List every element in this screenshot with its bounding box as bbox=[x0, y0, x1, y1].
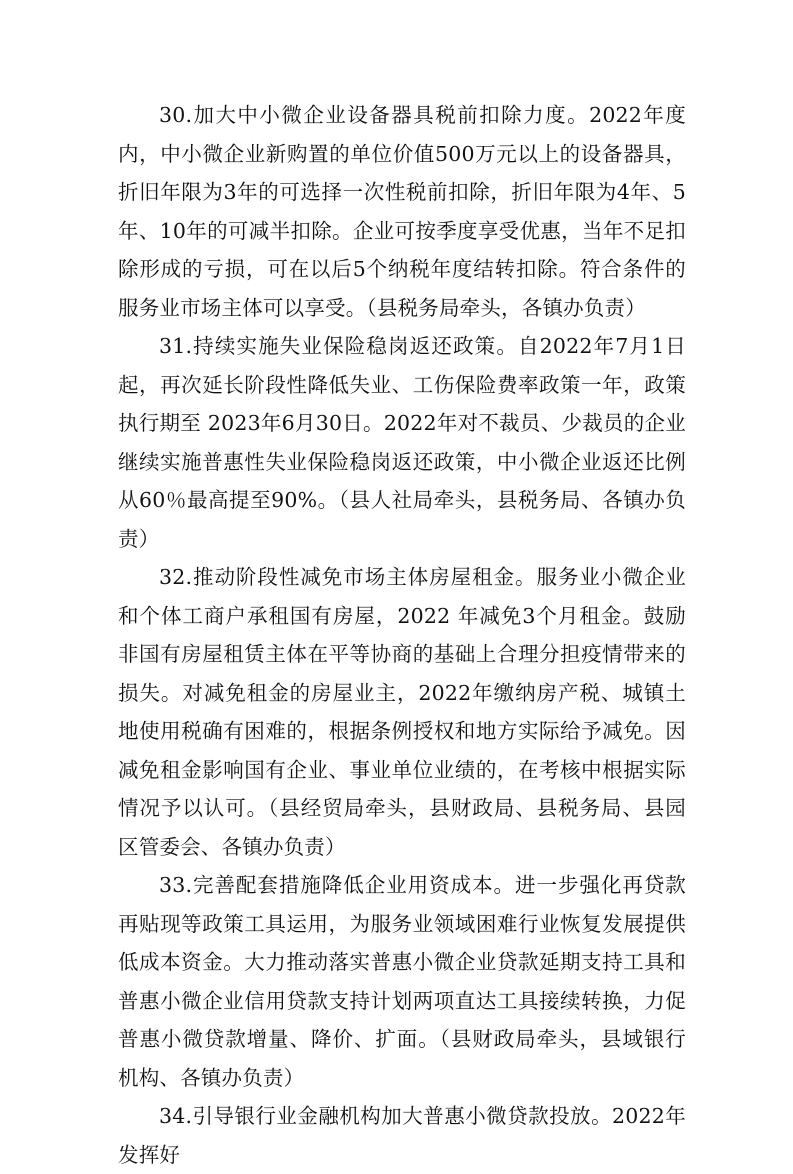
paragraph-33: 33.完善配套措施降低企业用资成本。进一步强化再贷款再贴现等政策工具运用，为服务业领域困难行业恢复发展提供低成本资金。大力推动落实普惠小微企业贷款延期支持工具和普惠小微企业信用贷款支持计划两项直达工具接续转换，力促普惠小微贷款增量、降价、扩面。（县财政局牵头，县域银行机构、各镇办负责） bbox=[118, 873, 686, 1090]
paragraph-30: 30.加大中小微企业设备器具税前扣除力度。2022年度内，中小微企业新购置的单位价值500万元以上的设备器具，折旧年限为3年的可选择一次性税前扣除，折旧年限为4年、5 年、10年的可减半扣除。企业可按季度享受优惠，当年不足扣除形成的亏损，可在以后5个纳税年度结转扣除。符合条件的服务业市场主体可以享受。（县税务局牵头，各镇办负责） bbox=[118, 103, 686, 320]
document-body bbox=[118, 96, 686, 1174]
paragraph-31: 31.持续实施失业保险稳岗返还政策。自2022年7月1日起，再次延长阶段性降低失业、工伤保险费率政策一年，政策执行期至 2023年6月30日。2022年对不裁员、少裁员的企业继续实施普惠性失业保险稳岗返还政策，中小微企业返还比例从60％最高提至90%。（县人社局牵头，县税务局、各镇办负责） bbox=[118, 334, 686, 551]
paragraph-34: 34.引导银行业金融机构加大普惠小微贷款投放。2022年发挥好 bbox=[118, 1104, 686, 1167]
paragraph-32: 32.推动阶段性减免市场主体房屋租金。服务业小微企业和个体工商户承租国有房屋，2022 年减免3个月租金。鼓励非国有房屋租赁主体在平等协商的基础上合理分担疫情带来的损失。对减免租金的房屋业主，2022年缴纳房产税、城镇土地使用税确有困难的，根据条例授权和地方实际给予减免。因减免租金影响国有企业、事业单位业绩的，在考核中根据实际情况予以认可。（县经贸局牵头，县财政局、县税务局、县园区管委会、各镇办负责） bbox=[118, 565, 686, 859]
